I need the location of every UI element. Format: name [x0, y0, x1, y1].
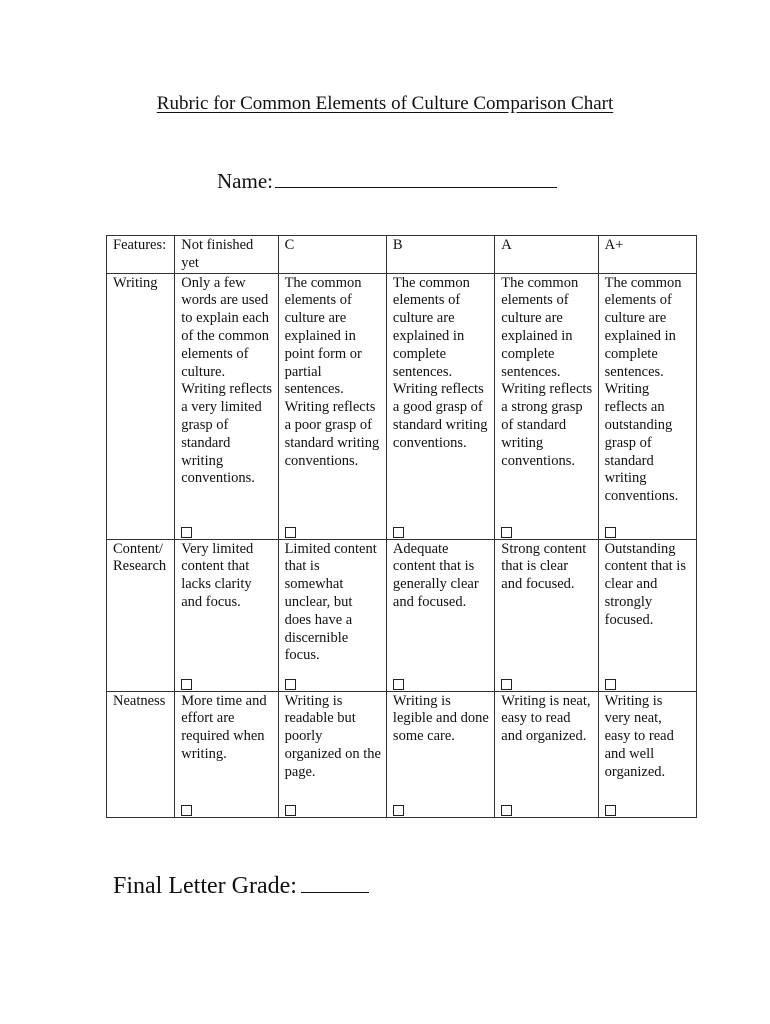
cell-text: Adequate content that is generally clear and focused.: [392, 540, 479, 610]
rubric-cell: [386, 273, 494, 539]
cell-text: Very limited content that lacks clarity and focus.: [181, 540, 254, 610]
rubric-cell: [598, 273, 696, 539]
checkbox[interactable]: [501, 805, 512, 816]
name-field: [217, 169, 557, 194]
final-grade-blank-line[interactable]: [301, 891, 369, 893]
feature-label: Content/ Research: [107, 539, 175, 691]
rubric-cell: [278, 273, 386, 539]
rubric-cell: [175, 273, 278, 539]
cell-text: The common elements of culture are explained in complete sentences. Writing reflects a strong grasp of standard writing conventions.: [501, 274, 593, 469]
header-cell: A: [495, 236, 598, 274]
final-grade-field: [113, 873, 369, 900]
cell-text: Only a few words are used to explain each of the common elements of culture. Writing reflects a very limited grasp of standard writing conventions.: [181, 274, 273, 487]
checkbox[interactable]: [605, 805, 616, 816]
rubric-cell: [386, 539, 494, 691]
table-header-row: [107, 236, 697, 274]
rubric-cell: [175, 691, 278, 817]
rubric-cell: [278, 691, 386, 817]
feature-label: Writing: [107, 273, 175, 539]
checkbox[interactable]: [605, 679, 616, 690]
cell-text: Writing is legible and done some care.: [392, 692, 489, 745]
cell-text: The common elements of culture are explained in point form or partial sentences. Writing reflects a poor grasp of standard writing conventions.: [284, 274, 380, 469]
checkbox[interactable]: [285, 679, 296, 690]
rubric-cell: [278, 539, 386, 691]
rubric-cell: [495, 273, 598, 539]
rubric-cell: [495, 691, 598, 817]
cell-text: Writing is very neat, easy to read and well organized.: [604, 692, 674, 780]
table-row-writing: [107, 273, 697, 539]
cell-text: More time and effort are required when writing.: [181, 692, 267, 762]
rubric-cell: [386, 691, 494, 817]
cell-text: Writing is readable but poorly organized on the page.: [284, 692, 381, 780]
cell-text: The common elements of culture are explained in complete sentences. Writing reflects a good grasp of standard writing conventions.: [392, 274, 488, 451]
table-row-content-research: [107, 539, 697, 691]
checkbox[interactable]: [285, 527, 296, 538]
rubric-cell: [175, 539, 278, 691]
header-cell: A+: [598, 236, 696, 274]
rubric-table: [106, 235, 697, 818]
final-grade-label: Final Letter Grade:: [113, 873, 297, 899]
name-label: Name:: [217, 169, 273, 193]
cell-text: Writing is neat, easy to read and organized.: [501, 692, 591, 745]
rubric-cell: [598, 539, 696, 691]
cell-text: Strong content that is clear and focused.: [501, 540, 587, 593]
cell-text: Outstanding content that is clear and strongly focused.: [604, 540, 686, 628]
header-cell: Not finished yet: [175, 236, 278, 274]
checkbox[interactable]: [605, 527, 616, 538]
checkbox[interactable]: [285, 805, 296, 816]
header-cell: Features:: [107, 236, 175, 274]
checkbox[interactable]: [393, 805, 404, 816]
document-title: Rubric for Common Elements of Culture Comparison Chart: [156, 93, 614, 114]
checkbox[interactable]: [393, 679, 404, 690]
checkbox[interactable]: [181, 805, 192, 816]
feature-label: Neatness: [107, 691, 175, 817]
cell-text: The common elements of culture are explained in complete sentences. Writing reflects an outstanding grasp of standard writing conventions.: [604, 274, 682, 505]
header-cell: C: [278, 236, 386, 274]
checkbox[interactable]: [181, 679, 192, 690]
name-blank-line[interactable]: [275, 186, 557, 188]
rubric-cell: [598, 691, 696, 817]
cell-text: Limited content that is somewhat unclear, but does have a discernible focus.: [284, 540, 377, 664]
checkbox[interactable]: [501, 527, 512, 538]
header-cell: B: [386, 236, 494, 274]
checkbox[interactable]: [501, 679, 512, 690]
table-row-neatness: [107, 691, 697, 817]
checkbox[interactable]: [393, 527, 404, 538]
rubric-cell: [495, 539, 598, 691]
checkbox[interactable]: [181, 527, 192, 538]
